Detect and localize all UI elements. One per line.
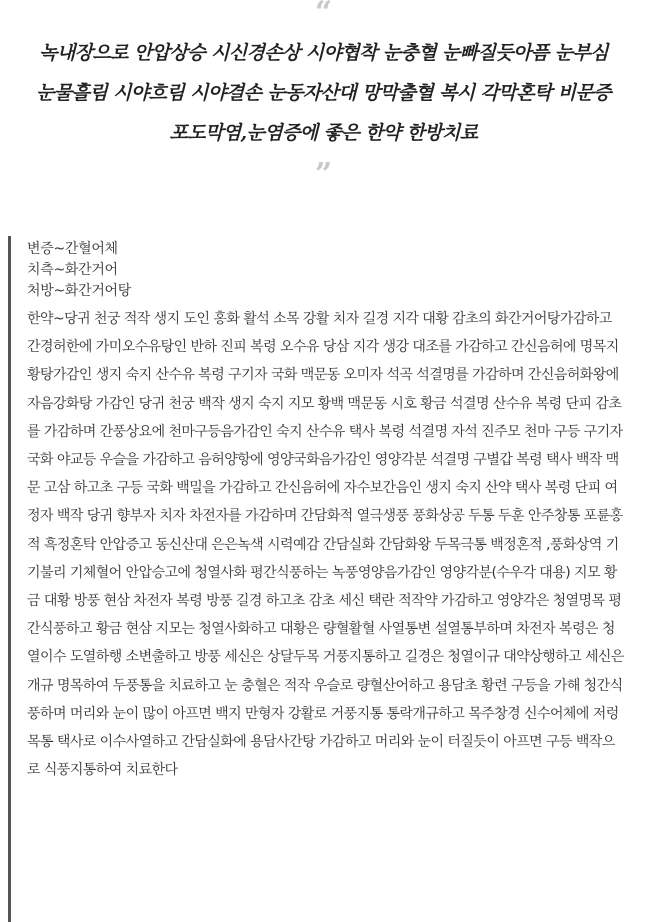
- open-quote-icon: “: [314, 0, 333, 30]
- close-quote-icon: ”: [314, 157, 333, 192]
- herbal-medicine-paragraph: 한약~당귀 천궁 적작 생지 도인 홍화 활석 소목 강활 치자 길경 지각 대황 감초의 화간거어탕가감하고 간경허한에 가미오수유탕인 반하 진피 복령 오수유 당삼 지각 생강 대조를 가감하고 간신음허에 명목지황탕가감인 생지 숙지 산수유 복령 구기자 국화 맥문동 오미자 석곡 석결명를 가감하며 간신음허화왕에 자음강화탕 가감인 당귀 천궁 백작 생지 숙지 지모 황백 맥문동 시호 황금 석결명 산수유 복령 단피 감초를 가감하며 간풍상요에 천마구등음가감인 숙지 산수유 택사 복령 석결명 자석 진주모 천마 구등 구기자 국화 야교등 우슬을 가감하고 음허양항에 영양국화음가감인 영양각분 석결명 구별갑 복령 택사 백작 맥문 고삼 하고초 구등 국화 백밀을 가감하고 간신음허에 자수보간음인 생지 숙지 산약 택사 복령 단피 여정자 백작 당귀 향부자 치자 차전자를 가감하며 간담화적 열극생풍 풍화상공 두통 두훈 안주창통 포륜홍적 흑정혼탁 안압증고 동신산대 은은녹색 시력예감 간담실화 간담화왕 두목극통 백정혼적 ,풍화상역 기기불리 기체혈어 안압승고에 청열사화 평간식풍하는 녹풍영양음가감인 영양각분(수우각 대용) 지모 황금 대황 방풍 현삼 차전자 복령 방풍 길경 하고초 감초 세신 택란 적작약 가감하고 영양각은 청열명목 평간식풍하고 황금 현삼 지모는 청열사화하고 대황은 량혈활혈 사열통변 설열통부하며 차전자 복령은 청열이수 도열하행 소변출하고 방풍 세신은 상달두목 거풍지통하고 길경은 청열이규 대약상행하고 세신은 개규 명목하여 두풍통을 치료하고 눈 충혈은 적작 우슬로 량혈산어하고 용담초 황련 구등을 가해 청간식풍하며 머리와 눈이 많이 아프면 백지 만형자 강활로 거풍지통 통락개규하고 목주창경 신수어체에 저렁 목통 택사로 이수사열하고 간담실화에 용담사간탕 가감하고 머리와 눈이 터질듯이 아프면 구등 백작으로 식풍지통하여 치료한다: [27, 311, 624, 779]
- diagnosis-line: 변증~간혈어체: [27, 241, 118, 257]
- article-body: [8, 236, 640, 922]
- treatment-principle-line: 치측~화간거어: [27, 262, 118, 278]
- quote-block: [0, 0, 647, 200]
- prescription-line: 처방~화간거어탕: [27, 283, 131, 299]
- quote-title: 녹내장으로 안압상승 시신경손상 시야협착 눈충혈 눈빠질듯아픔 눈부심 눈물흘림 시야흐림 시야결손 눈동자산대 망막출혈 복시 각막혼탁 비문증 포도막염,눈염증에 좋은 한약 한방치료: [36, 42, 611, 144]
